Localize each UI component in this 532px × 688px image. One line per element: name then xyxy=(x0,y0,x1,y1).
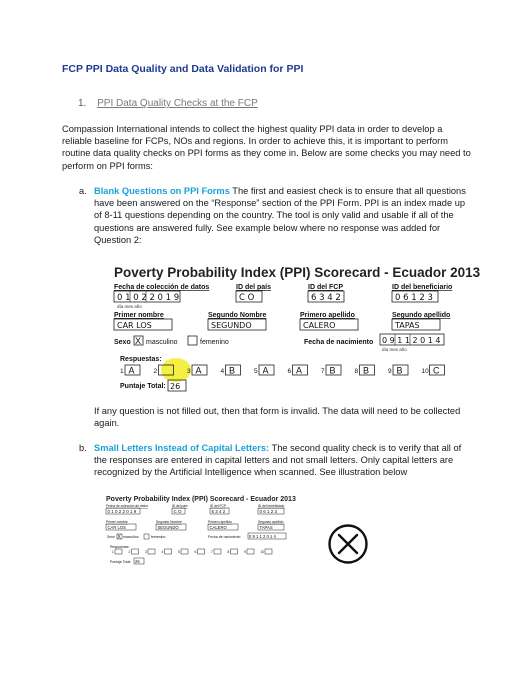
pais-value: C O xyxy=(239,293,255,303)
ppi-form-figure-large xyxy=(108,262,488,398)
small-apellido1-label: Primero apellido xyxy=(208,520,232,524)
small-apellido2-label: Segundo apellido xyxy=(258,520,284,524)
form-title: Poverty Probability Index (PPI) Scorecard - Ecuador 2013 xyxy=(114,265,481,280)
fecha-label: Fecha de colección de datos xyxy=(114,284,210,291)
small-answers-row xyxy=(112,549,272,554)
small-answer-box xyxy=(165,549,172,554)
fcp-label: ID del FCP xyxy=(308,284,344,291)
section-title: PPI Data Quality Checks at the FCP xyxy=(97,98,258,109)
answer-number: 6 xyxy=(287,368,292,375)
segundo-label: Segundo Nombre xyxy=(208,312,267,319)
pais-label: ID del país xyxy=(236,284,272,291)
small-answer-box xyxy=(247,549,254,554)
nacimiento-label: Fecha de nacimiento xyxy=(304,339,374,346)
small-answer-box xyxy=(181,549,188,554)
answer-number: 2 xyxy=(153,368,158,375)
answer-value: A xyxy=(262,365,269,376)
small-answer-number: 3 xyxy=(145,550,147,554)
small-benef-value: 0 6 1 2 3 xyxy=(259,509,278,514)
small-pais-label: ID del país xyxy=(172,504,188,508)
nombre-label: Primer nombre xyxy=(114,312,164,319)
small-answer-box xyxy=(132,549,139,554)
list-item-b xyxy=(79,442,474,479)
answer-number: 1 xyxy=(120,368,124,375)
apellido2-label: Segundo apellido xyxy=(392,312,451,319)
apellido1-value: CALERO xyxy=(303,321,336,330)
small-answer-number: 2 xyxy=(128,550,131,554)
answer-value: B xyxy=(363,365,370,376)
small-answer-number: 6 xyxy=(194,550,197,554)
answer-value: B xyxy=(229,365,236,376)
small-pais-value: C O xyxy=(173,509,182,514)
masculino-label: masculino xyxy=(146,339,178,346)
sexo-label: Sexo xyxy=(114,339,131,346)
small-femenino-label: femenino xyxy=(151,535,166,539)
item-b-text: The second quality check is to verify that all of the responses are entered in capital letters and not small letters. Only capital letters are recognized by the Artificial Intelligence when scanned. See illustration below xyxy=(94,443,462,478)
list-marker-a: a. xyxy=(79,186,87,196)
fcp-value: 6 3 4 2 xyxy=(311,293,341,303)
small-nacimiento-value: 0 9 1 1 2 0 1 4 xyxy=(249,534,276,539)
answer-number: 10 xyxy=(421,368,429,375)
small-answer-box xyxy=(115,549,122,554)
segundo-value: SEGUNDO xyxy=(211,321,252,330)
svg-text:X: X xyxy=(135,336,142,346)
small-puntaje-value: 26 xyxy=(135,559,140,564)
small-answer-box xyxy=(148,549,155,554)
puntaje-label: Puntaje Total: xyxy=(120,383,166,390)
small-fecha-label: Fecha de colección de datos xyxy=(106,504,148,508)
answer-number: 3 xyxy=(187,368,191,375)
nacimiento-value: 0 9 1 1 2 0 1 4 xyxy=(382,336,441,345)
small-puntaje-label: Puntaje Total: xyxy=(110,560,132,564)
answer-value: A xyxy=(128,365,135,376)
answer-value: B xyxy=(329,365,336,376)
answer-number: 5 xyxy=(254,368,258,375)
small-answer-number: 5 xyxy=(178,550,180,554)
intro-paragraph: Compassion International intends to collect the highest quality PPI data in order to develop a reliable baseline for FCPs, NOs and regions. In order to achieve this, it is important to perform routine data quality checks on PPI forms as they come in. Below are some checks you may need to perform on PPI forms: xyxy=(62,124,471,171)
small-fcp-label: ID del FCP xyxy=(210,504,227,508)
small-benef-label: ID del beneficiario xyxy=(258,504,285,508)
apellido1-label: Primero apellido xyxy=(300,312,355,319)
answer-number: 9 xyxy=(388,368,392,375)
item-b-heading: Small Letters Instead of Capital Letters: xyxy=(94,443,270,453)
puntaje-value: 26 xyxy=(170,382,181,391)
answer-value: B xyxy=(396,365,403,376)
small-apellido2-value: TAPAS xyxy=(259,525,273,530)
femenino-label: femenino xyxy=(200,339,229,346)
small-respuestas-label: Respuestas: xyxy=(110,545,130,549)
small-form-title: Poverty Probability Index (PPI) Scorecard - Ecuador 2013 xyxy=(106,496,296,503)
answer-number: 4 xyxy=(220,368,225,375)
answer-value: A xyxy=(296,365,303,376)
small-apellido1-value: CALERO xyxy=(209,525,227,530)
small-answer-box xyxy=(198,549,205,554)
ppi-form-figure-small xyxy=(104,493,304,569)
femenino-checkbox xyxy=(188,336,197,345)
fecha-value: 0 1 0 2 2 0 1 9 xyxy=(117,293,180,303)
small-sexo-label: Sexo xyxy=(107,535,115,539)
small-nombre-value: CAR LOS xyxy=(107,525,126,530)
document-title: FCP PPI Data Quality and Data Validation for PPI xyxy=(62,63,304,75)
small-nombre-label: Primer nombre xyxy=(106,520,128,524)
section-heading xyxy=(78,98,258,109)
respuestas-label: Respuestas: xyxy=(120,356,162,363)
small-answer-number: 4 xyxy=(161,550,164,554)
small-answer-number: 1 xyxy=(112,550,114,554)
small-masculino-label: masculino xyxy=(123,535,139,539)
small-answer-number: 8 xyxy=(227,550,230,554)
list-marker-b: b. xyxy=(79,443,87,453)
small-answer-box xyxy=(265,549,272,554)
small-nacimiento-label: Fecha de nacimiento xyxy=(208,535,241,539)
answer-number: 8 xyxy=(354,368,359,375)
x-circle-icon xyxy=(327,523,369,565)
answer-value: A xyxy=(195,365,202,376)
nombre-value: CAR LOS xyxy=(117,321,152,330)
list-item-a xyxy=(79,185,474,246)
small-answer-number: 10 xyxy=(260,550,265,554)
fecha-sub: día mes año xyxy=(117,304,142,309)
small-answer-number: 7 xyxy=(211,550,213,554)
small-segundo-label: Segundo Nombre xyxy=(156,520,182,524)
small-answer-box xyxy=(231,549,238,554)
item-a-text: The first and easiest check is to ensure that all questions have been answered on the “Response” section of the PPI Form. PPI is an index made up of 8-11 questions depending on the country. The tool is only valid and usable if all of the questions are answered fully. See example below where no response was added for Question 2: xyxy=(94,186,466,245)
small-answer-number: 9 xyxy=(244,550,246,554)
small-fcp-value: 6 3 4 2 xyxy=(211,509,226,514)
svg-text:X: X xyxy=(117,534,121,541)
item-a-heading: Blank Questions on PPI Forms xyxy=(94,186,230,196)
answer-number: 7 xyxy=(321,368,325,375)
small-segundo-value: SEGUNDO xyxy=(157,525,179,530)
item-a-after-text: If any question is not filled out, then that form is invalid. The data will need to be collected again. xyxy=(94,406,461,429)
apellido2-value: TAPAS xyxy=(395,321,420,330)
small-fecha-value: 0 1 0 2 2 0 1 9 xyxy=(107,509,137,514)
benef-label: ID del beneficiario xyxy=(392,284,453,291)
benef-value: 0 6 1 2 3 xyxy=(395,293,433,303)
answer-value: C xyxy=(433,365,440,376)
small-answer-box xyxy=(214,549,221,554)
section-number: 1. xyxy=(78,98,87,109)
nacimiento-sub: día mes año xyxy=(382,347,407,352)
